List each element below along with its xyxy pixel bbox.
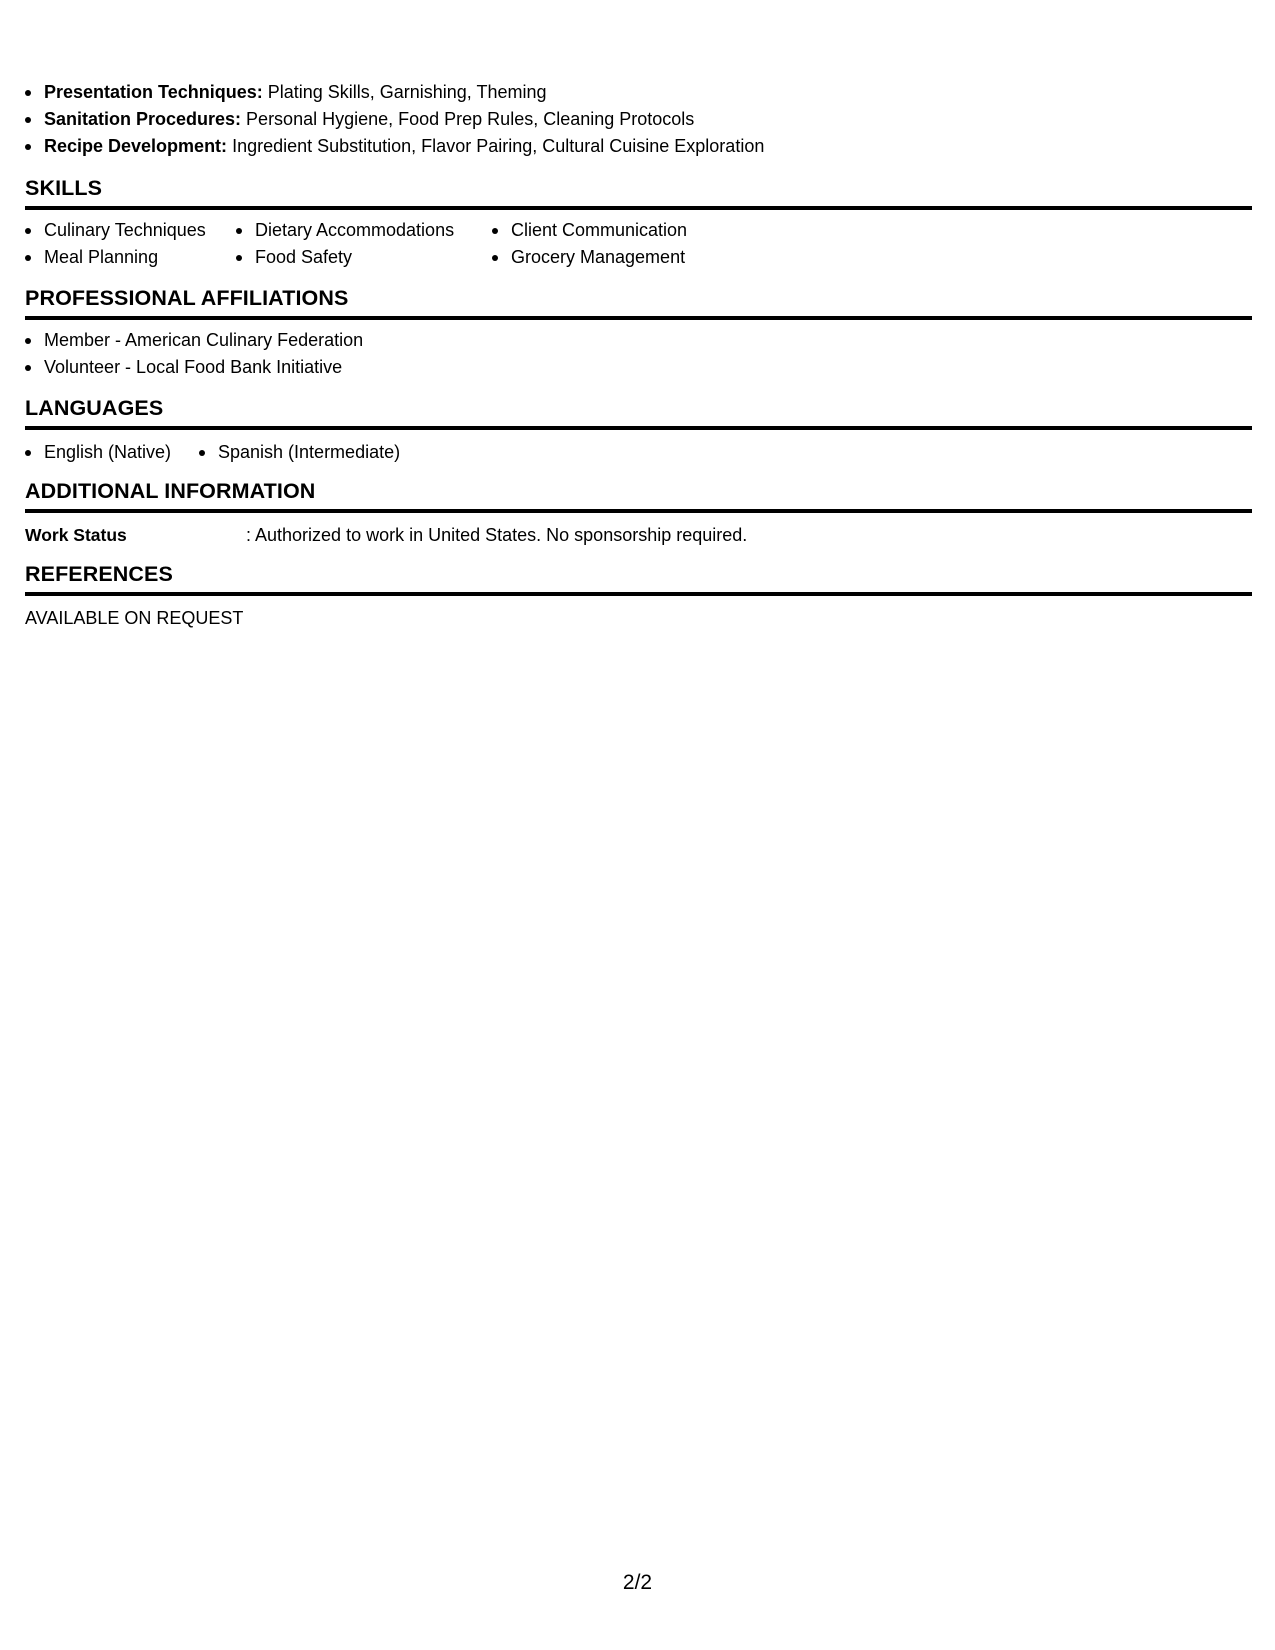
work-status-label: Work Status <box>25 525 127 545</box>
list-item: Client Communication <box>492 217 687 244</box>
section-title-additional-information: ADDITIONAL INFORMATION <box>25 477 1252 513</box>
section-title-affiliations: PROFESSIONAL AFFILIATIONS <box>25 284 1252 320</box>
section-title-references: REFERENCES <box>25 560 1252 596</box>
work-status-value: : Authorized to work in United States. No sponsorship required. <box>246 525 748 545</box>
skills-column <box>236 217 454 271</box>
competencies-list <box>25 79 764 160</box>
list-item: Culinary Techniques <box>25 217 206 244</box>
list-item: Member - American Culinary Federation <box>25 327 363 354</box>
item-text: Plating Skills, Garnishing, Theming <box>262 82 547 102</box>
page-number: 2/2 <box>622 1571 653 1594</box>
list-item <box>25 79 764 106</box>
references-text: AVAILABLE ON REQUEST <box>25 608 244 628</box>
item-label: Recipe Development: <box>44 136 228 156</box>
resume-page <box>25 0 1252 1650</box>
list-item: Meal Planning <box>25 244 206 271</box>
list-item: Volunteer - Local Food Bank Initiative <box>25 354 363 381</box>
list-item: Food Safety <box>236 244 454 271</box>
list-item: English (Native) <box>25 439 171 466</box>
item-text: Personal Hygiene, Food Prep Rules, Cleaning Protocols <box>241 109 695 129</box>
list-item: Spanish (Intermediate) <box>199 439 400 466</box>
list-item <box>25 106 764 133</box>
section-title-languages: LANGUAGES <box>25 394 1252 430</box>
list-item <box>25 133 764 160</box>
skills-column <box>25 217 206 271</box>
item-label: Sanitation Procedures: <box>44 109 242 129</box>
skills-column <box>492 217 687 271</box>
list-item: Dietary Accommodations <box>236 217 454 244</box>
affiliations-list <box>25 327 363 381</box>
section-title-skills: SKILLS <box>25 174 1252 210</box>
item-text: Ingredient Substitution, Flavor Pairing, Cultural Cuisine Exploration <box>227 136 765 156</box>
item-label: Presentation Techniques: <box>44 82 263 102</box>
list-item: Grocery Management <box>492 244 687 271</box>
